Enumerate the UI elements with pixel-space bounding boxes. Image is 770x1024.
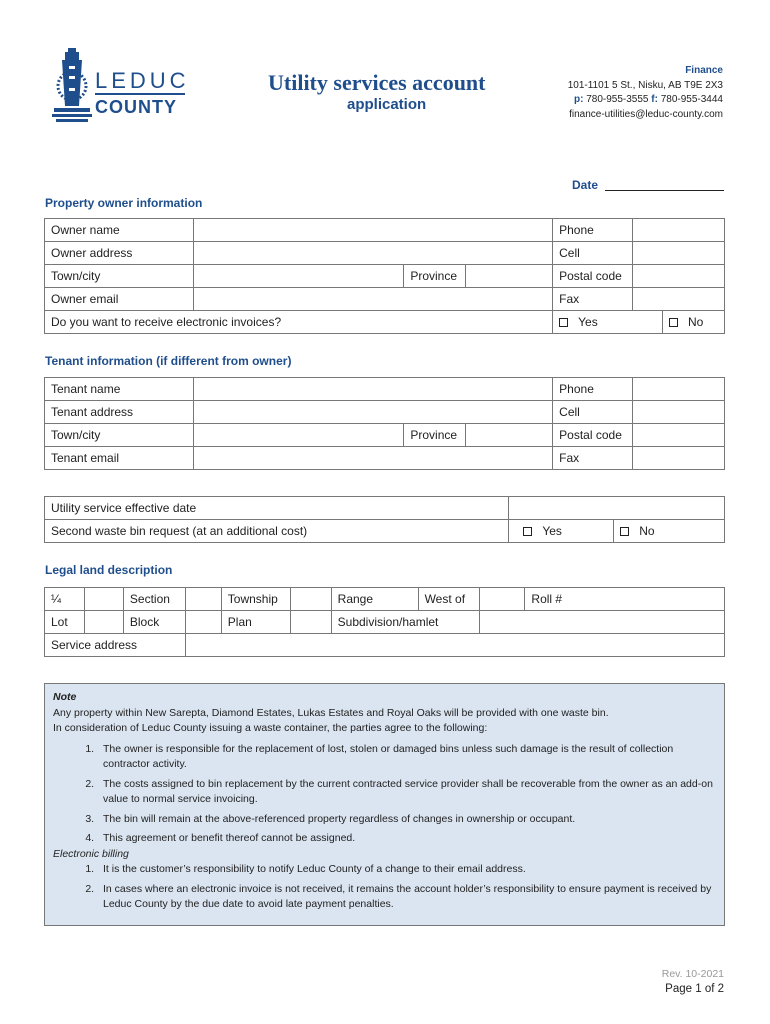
invoice-yes-option[interactable] bbox=[553, 311, 663, 334]
table-row bbox=[45, 588, 725, 611]
effective-date-input[interactable] bbox=[509, 497, 725, 520]
owner-table bbox=[44, 218, 725, 334]
quarter-label: ¼ bbox=[45, 588, 85, 611]
tenant-phone-input[interactable] bbox=[633, 378, 725, 401]
note-para2: In consideration of Leduc County issuing a waste container, the parties agree to the following: bbox=[53, 722, 488, 734]
fax-label: f: bbox=[651, 94, 658, 105]
list-item: 2. In cases where an electronic invoice is not received, it remains the account holder’s responsibility to ensure payment is received by Leduc County by the due date to avoid late payment penalties. bbox=[97, 882, 716, 913]
owner-province-label: Province bbox=[404, 265, 466, 288]
page-subtitle: application bbox=[347, 96, 427, 113]
service-address-input[interactable] bbox=[185, 634, 724, 657]
contact-email[interactable]: finance-utilities@leduc-county.com bbox=[569, 108, 723, 120]
owner-postal-label: Postal code bbox=[553, 265, 633, 288]
table-row bbox=[45, 447, 725, 470]
note-title: Note bbox=[53, 691, 77, 703]
checkbox-icon[interactable] bbox=[559, 318, 568, 327]
owner-email-label: Owner email bbox=[45, 288, 194, 311]
table-row bbox=[45, 520, 725, 543]
owner-cell-label: Cell bbox=[553, 242, 633, 265]
owner-address-label: Owner address bbox=[45, 242, 194, 265]
tenant-town-input[interactable] bbox=[193, 424, 404, 447]
effective-date-label: Utility service effective date bbox=[45, 497, 509, 520]
checkbox-icon[interactable] bbox=[669, 318, 678, 327]
township-input[interactable] bbox=[290, 588, 331, 611]
quarter-input[interactable] bbox=[84, 588, 123, 611]
checkbox-icon[interactable] bbox=[523, 527, 532, 536]
page-title: Utility services account bbox=[268, 70, 486, 95]
tenant-name-label: Tenant name bbox=[45, 378, 194, 401]
owner-section-heading: Property owner information bbox=[45, 196, 203, 210]
bin-yes-option[interactable] bbox=[509, 520, 614, 543]
tenant-address-input[interactable] bbox=[193, 401, 552, 424]
date-label: Date bbox=[572, 178, 599, 192]
subdivision-label: Subdivision/hamlet bbox=[331, 611, 479, 634]
logo-leduc-text: LEDUC bbox=[95, 68, 190, 93]
bin-request-label: Second waste bin request (at an additional cost) bbox=[45, 520, 509, 543]
block-input[interactable] bbox=[185, 611, 221, 634]
logo-divider bbox=[95, 93, 185, 95]
tenant-email-label: Tenant email bbox=[45, 447, 194, 470]
date-field[interactable] bbox=[605, 190, 724, 191]
tenant-table bbox=[44, 377, 725, 470]
tenant-fax-input[interactable] bbox=[633, 447, 725, 470]
county-logo bbox=[52, 46, 190, 126]
owner-province-input[interactable] bbox=[466, 265, 553, 288]
invoice-no-option[interactable] bbox=[663, 311, 725, 334]
west-of-label: West of bbox=[418, 588, 479, 611]
table-row bbox=[45, 424, 725, 447]
tenant-postal-label: Postal code bbox=[553, 424, 633, 447]
section-input[interactable] bbox=[185, 588, 221, 611]
tenant-postal-input[interactable] bbox=[633, 424, 725, 447]
fax-number: 780-955-3444 bbox=[660, 94, 723, 105]
owner-town-input[interactable] bbox=[193, 265, 403, 288]
land-table bbox=[44, 587, 725, 657]
table-row bbox=[45, 242, 725, 265]
tenant-email-input[interactable] bbox=[193, 447, 552, 470]
table-row bbox=[45, 401, 725, 424]
owner-cell-input[interactable] bbox=[633, 242, 725, 265]
note-box bbox=[44, 683, 725, 926]
lot-label: Lot bbox=[45, 611, 85, 634]
plan-input[interactable] bbox=[290, 611, 331, 634]
table-row bbox=[45, 378, 725, 401]
township-label: Township bbox=[221, 588, 290, 611]
no-label: No bbox=[688, 315, 704, 329]
tenant-section-heading: Tenant information (if different from owner) bbox=[45, 354, 292, 368]
lighthouse-logo-icon bbox=[52, 46, 92, 126]
department: Finance bbox=[685, 65, 723, 76]
tenant-fax-label: Fax bbox=[553, 447, 633, 470]
table-row bbox=[45, 288, 725, 311]
owner-postal-input[interactable] bbox=[633, 265, 725, 288]
tenant-province-input[interactable] bbox=[466, 424, 553, 447]
phone-fax-line bbox=[463, 93, 723, 108]
owner-address-input[interactable] bbox=[193, 242, 552, 265]
roll-number-label: Roll # bbox=[525, 588, 725, 611]
tenant-name-input[interactable] bbox=[193, 378, 552, 401]
tenant-province-label: Province bbox=[404, 424, 466, 447]
west-of-input[interactable] bbox=[479, 588, 525, 611]
list-item: 3. The bin will remain at the above-referenced property regardless of changes in ownership or occupant. bbox=[97, 812, 716, 828]
lot-input[interactable] bbox=[84, 611, 123, 634]
plan-label: Plan bbox=[221, 611, 290, 634]
service-address-label: Service address bbox=[45, 634, 186, 657]
tenant-address-label: Tenant address bbox=[45, 401, 194, 424]
checkbox-icon[interactable] bbox=[620, 527, 629, 536]
table-row bbox=[45, 497, 725, 520]
phone-label: p: bbox=[573, 94, 584, 105]
tenant-town-label: Town/city bbox=[45, 424, 194, 447]
tenant-cell-input[interactable] bbox=[633, 401, 725, 424]
page-number: Page 1 of 2 bbox=[665, 983, 724, 995]
range-label: Range bbox=[331, 588, 418, 611]
section-label: Section bbox=[123, 588, 185, 611]
owner-town-label: Town/city bbox=[45, 265, 194, 288]
ebilling-list bbox=[97, 862, 716, 913]
table-row bbox=[45, 611, 725, 634]
no-label: No bbox=[639, 524, 655, 538]
list-item: 2. The costs assigned to bin replacement by the current contracted service provider shall be recoverable from the owner as an add-on value to normal service invoicing. bbox=[97, 777, 716, 808]
note-para1: Any property within New Sarepta, Diamond Estates, Lukas Estates and Royal Oaks will be provided with one waste bin. bbox=[53, 706, 609, 719]
list-item: 4. This agreement or benefit thereof cannot be assigned. bbox=[97, 831, 716, 847]
logo-county-text: COUNTY bbox=[95, 97, 177, 117]
table-row bbox=[45, 311, 725, 334]
ebilling-title: Electronic billing bbox=[53, 847, 129, 860]
list-item: 1. The owner is responsible for the replacement of lost, stolen or damaged bins unless such damage is the result of collection contractor activity. bbox=[97, 742, 716, 773]
revision-label: Rev. 10-2021 bbox=[661, 968, 724, 980]
subdivision-input[interactable] bbox=[479, 611, 724, 634]
owner-name-label: Owner name bbox=[45, 219, 194, 242]
owner-name-input[interactable] bbox=[193, 219, 552, 242]
address: 101-1101 5 St., Nisku, AB T9E 2X3 bbox=[567, 79, 723, 91]
owner-fax-input[interactable] bbox=[633, 288, 725, 311]
tenant-cell-label: Cell bbox=[553, 401, 633, 424]
bin-no-option[interactable] bbox=[614, 520, 725, 543]
land-section-heading: Legal land description bbox=[45, 563, 173, 577]
phone-number: 780-955-3555 bbox=[586, 94, 649, 105]
table-row bbox=[45, 219, 725, 242]
service-table bbox=[44, 496, 725, 543]
contact-block bbox=[463, 64, 723, 122]
note-list bbox=[97, 742, 716, 847]
owner-phone-input[interactable] bbox=[633, 219, 725, 242]
owner-phone-label: Phone bbox=[553, 219, 633, 242]
list-item: 1. It is the customer’s responsibility to notify Leduc County of a change to their email address. bbox=[97, 862, 716, 878]
yes-label: Yes bbox=[578, 315, 598, 329]
owner-email-input[interactable] bbox=[193, 288, 552, 311]
tenant-phone-label: Phone bbox=[553, 378, 633, 401]
owner-fax-label: Fax bbox=[553, 288, 633, 311]
invoice-question: Do you want to receive electronic invoices? bbox=[45, 311, 553, 334]
yes-label: Yes bbox=[542, 524, 562, 538]
table-row bbox=[45, 265, 725, 288]
table-row bbox=[45, 634, 725, 657]
block-label: Block bbox=[123, 611, 185, 634]
